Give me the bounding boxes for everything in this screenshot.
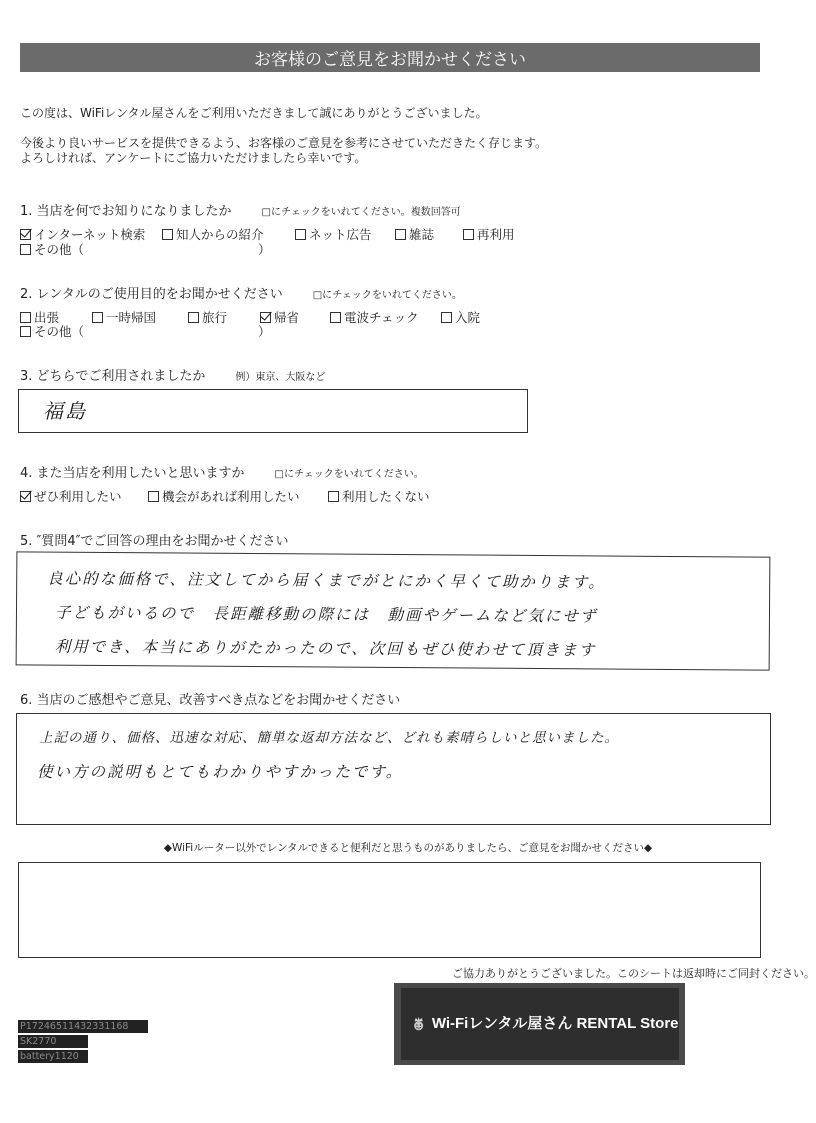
option-label: 旅行 (202, 310, 228, 325)
q2-other-close-paren: ） (258, 324, 271, 339)
q5-answer-line-3: 利用でき、本当にありがたかったので、次回もぜひ使わせて頂きます (54, 637, 597, 660)
q1-option-1[interactable] (162, 225, 264, 243)
q4-option-0[interactable] (20, 487, 122, 505)
option-label: 帰省 (274, 310, 300, 325)
option-label: ネット広告 (309, 227, 372, 242)
q2-option-1[interactable] (92, 308, 156, 326)
q3-answer-box[interactable] (18, 389, 528, 433)
checkbox[interactable] (441, 312, 452, 323)
checkbox[interactable] (20, 244, 31, 255)
q3-title (20, 365, 325, 384)
checkbox[interactable] (188, 312, 199, 323)
option-label: その他（ (34, 324, 85, 339)
option-label: インターネット検索 (34, 227, 146, 242)
option-label: 再利用 (477, 227, 515, 242)
q1-other-close-paren: ） (258, 242, 271, 257)
q4-option-2[interactable] (328, 487, 430, 505)
q7-answer-box[interactable] (18, 862, 761, 958)
q2-option-5[interactable] (441, 308, 480, 326)
q5-answer-line-1: 良心的な価格で、注文してから届くまでがとにかく早くて助かります。 (47, 569, 606, 592)
checkbox[interactable] (20, 312, 31, 323)
option-label: 利用したくない (342, 489, 430, 504)
logo-inner (401, 988, 679, 1060)
q4-title (20, 462, 424, 481)
checkbox[interactable] (295, 229, 306, 240)
intro-line-2: 今後より良いサービスを提供できるよう、お客様のご意見を参考にさせていただきたく存じます。 (20, 136, 548, 150)
logo-text: Wi-Fiレンタル屋さん RENTAL Store (431, 1015, 679, 1032)
checkbox[interactable] (148, 491, 159, 502)
q2-option-2[interactable] (188, 308, 227, 326)
q2-option-4[interactable] (330, 308, 419, 326)
redacted-code-2: SK2770 (18, 1035, 88, 1048)
q6-title: 6. 当店のご感想やご意見、改善すべき点などをお聞かせください (20, 693, 401, 708)
redacted-code-3: battery1120 (18, 1050, 88, 1063)
q6-answer-line-2: 使い方の説明もとてもわかりやすかったです。 (37, 763, 404, 781)
checkbox[interactable] (395, 229, 406, 240)
option-label: 電波チェック (344, 310, 419, 325)
q2-note: □にチェックをいれてください。 (312, 290, 462, 301)
q3-handwritten-answer: 福島 (43, 399, 87, 423)
q2-title (20, 283, 462, 302)
q6-answer-box[interactable] (16, 713, 771, 825)
redacted-code-1: P17246511432331168 (18, 1020, 148, 1033)
checkbox[interactable] (20, 491, 31, 502)
q5-answer-line-2: 子どもがいるので 長距離移動の際には 動画やゲームなど気にせず (54, 603, 598, 626)
q5-answer-box[interactable] (16, 551, 771, 670)
checkbox[interactable] (260, 312, 271, 323)
option-label: その他（ (34, 242, 85, 257)
checkbox[interactable] (92, 312, 103, 323)
option-label: 雑誌 (409, 227, 435, 242)
q4-note: □にチェックをいれてください。 (274, 469, 424, 480)
q1-note: □にチェックをいれてください。複数回答可 (261, 207, 461, 218)
form-title: お客様のご意見をお聞かせください (20, 43, 760, 72)
checkbox[interactable] (20, 229, 31, 240)
checkbox[interactable] (20, 326, 31, 337)
q6-answer-line-1: 上記の通り、価格、迅速な対応、簡単な返却方法など、どれも素晴らしいと思いました。 (39, 730, 619, 746)
intro-line-1: この度は、WiFiレンタル屋さんをご利用いただきまして誠にありがとうございました。 (20, 106, 488, 120)
option-label: 機会があれば利用したい (162, 489, 300, 504)
q3-title-text: 3. どちらでご利用されましたか (20, 369, 206, 384)
intro-line-3: よろしければ、アンケートにご協力いただけましたら幸いです。 (20, 151, 367, 165)
q7-title: ◆WiFiルーター以外でレンタルできると便利だと思うものがありましたら、ご意見をお聞かせください◆ (163, 842, 653, 854)
q1-option-5[interactable] (20, 240, 84, 258)
option-label: 入院 (455, 310, 481, 325)
q1-title-text: 1. 当店を何でお知りになりましたか (20, 204, 232, 219)
checkbox[interactable] (463, 229, 474, 240)
crown-mascot-icon (411, 1002, 426, 1046)
thanks-note: ご協力ありがとうございました。このシートは返却時にご同封ください。 (452, 967, 815, 980)
checkbox[interactable] (328, 491, 339, 502)
option-label: 知人からの紹介 (176, 227, 264, 242)
option-label: 一時帰国 (106, 310, 157, 325)
q1-option-3[interactable] (395, 225, 434, 243)
q2-option-6[interactable] (20, 322, 84, 340)
q4-option-1[interactable] (148, 487, 300, 505)
q4-title-text: 4. また当店を利用したいと思いますか (20, 466, 245, 481)
q1-title (20, 200, 461, 219)
option-label: 出張 (34, 310, 60, 325)
q1-option-4[interactable] (463, 225, 515, 243)
company-logo (394, 983, 685, 1065)
q3-example: 例）東京、大阪など (235, 372, 326, 383)
q2-title-text: 2. レンタルのご使用目的をお聞かせください (20, 287, 283, 302)
q5-title: 5. ″質問4″でご回答の理由をお聞かせください (20, 534, 289, 549)
q1-option-2[interactable] (295, 225, 372, 243)
checkbox[interactable] (162, 229, 173, 240)
checkbox[interactable] (330, 312, 341, 323)
option-label: ぜひ利用したい (34, 489, 122, 504)
